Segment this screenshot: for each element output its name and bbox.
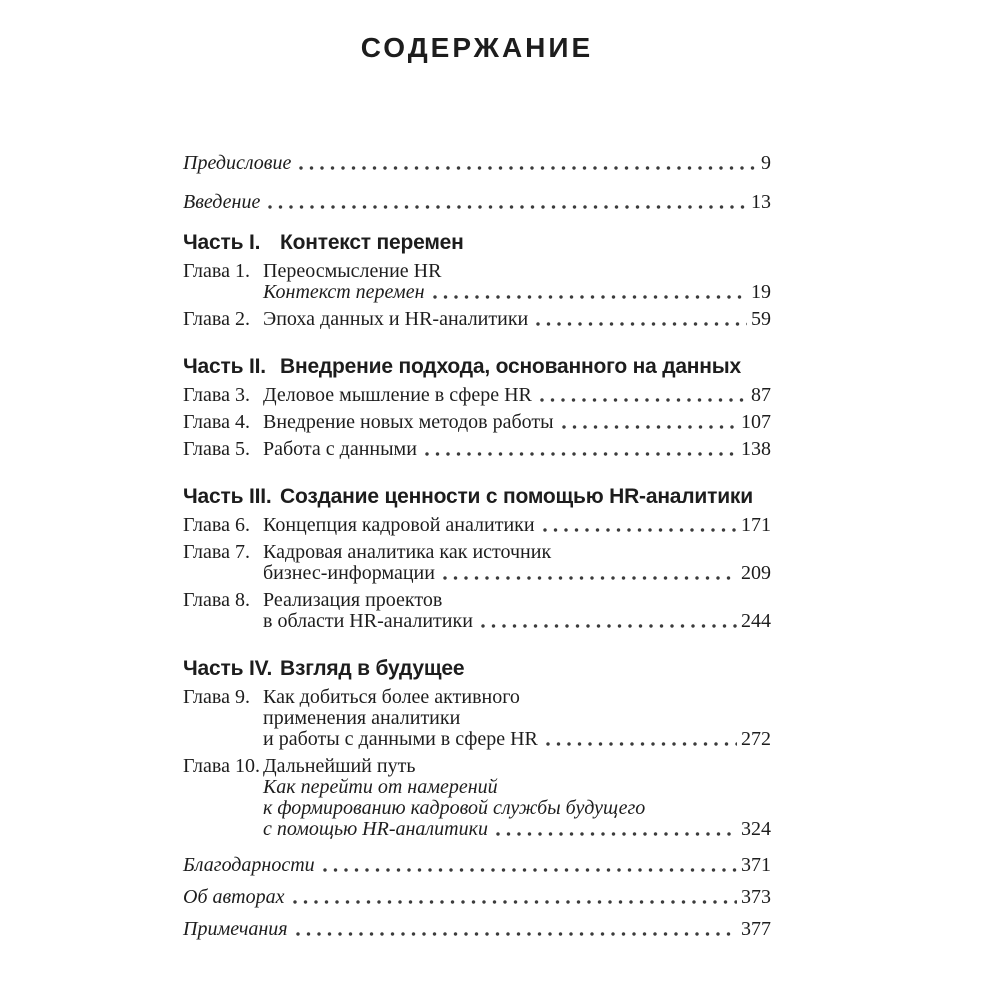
dot-leader (323, 868, 737, 872)
chapter-body (263, 412, 771, 433)
back-matter-label: Благодарности (183, 854, 315, 876)
line-text: Концепция кадровой аналитики (263, 514, 535, 536)
chapter-body (263, 261, 771, 303)
back-matter-entry (183, 852, 771, 878)
part-section (183, 230, 771, 330)
page-title: СОДЕРЖАНИЕ (360, 32, 594, 63)
page-number: 377 (741, 918, 771, 940)
chapter-body (263, 515, 771, 536)
chapter-entry (183, 309, 771, 330)
chapter-label: Глава 1. (183, 260, 250, 282)
back-matter-entry (183, 916, 771, 942)
dot-leader (268, 205, 747, 209)
chapter-label: Глава 2. (183, 308, 250, 330)
part-heading (183, 656, 771, 681)
part-title: Взгляд в будущее (280, 657, 465, 680)
line-text: и работы с данными в сфере HR (263, 728, 538, 750)
page-number: 371 (741, 854, 771, 876)
front-matter-list (183, 150, 771, 228)
dot-leader (543, 528, 737, 532)
chapter-entry (183, 412, 771, 433)
chapter-title-line: Переосмысление HR (263, 260, 442, 282)
front-matter-label: Предисловие (183, 152, 292, 174)
page-number: 171 (741, 514, 771, 536)
dot-leader (425, 452, 737, 456)
dot-leader (536, 322, 747, 326)
chapter-title-line: Как добиться более активного (263, 686, 520, 708)
chapter-label: Глава 8. (183, 589, 250, 611)
chapter-title-line (263, 515, 771, 536)
page-number: 324 (741, 818, 771, 840)
front-matter-label: Введение (183, 191, 261, 213)
part-label: Часть II. (183, 355, 266, 378)
front-matter-entry (183, 150, 771, 176)
table-of-contents (183, 150, 771, 948)
chapter-entry (183, 439, 771, 460)
chapter-subtitle-line: к формированию кадровой службы будущего (263, 797, 646, 819)
dot-leader (562, 425, 737, 429)
page-number: 138 (741, 438, 771, 460)
chapter-body (263, 309, 771, 330)
page-number: 373 (741, 886, 771, 908)
part-label: Часть III. (183, 485, 272, 508)
chapter-title-line (263, 439, 771, 460)
back-matter-label: Об авторах (183, 886, 285, 908)
line-text: бизнес-информации (263, 562, 435, 584)
chapter-title-line: применения аналитики (263, 707, 461, 729)
chapter-title-line (263, 563, 771, 584)
page-number: 107 (741, 411, 771, 433)
dot-leader (481, 624, 737, 628)
chapter-title-line (263, 412, 771, 433)
chapter-label: Глава 10. (183, 755, 260, 777)
chapter-label: Глава 7. (183, 541, 250, 563)
chapter-title-line: Дальнейший путь (263, 755, 416, 777)
page-number: 9 (761, 152, 771, 174)
part-section (183, 484, 771, 632)
dot-leader (443, 576, 737, 580)
chapter-subtitle-line: Как перейти от намерений (263, 776, 498, 798)
page-number: 87 (751, 384, 771, 406)
dot-leader (540, 398, 747, 402)
line-text: в области HR-аналитики (263, 610, 473, 632)
dot-leader (496, 832, 737, 836)
part-heading (183, 354, 771, 379)
line-text: с помощью HR-аналитики (263, 818, 488, 840)
chapter-entry (183, 515, 771, 536)
chapter-label: Глава 4. (183, 411, 250, 433)
chapter-title-line (263, 309, 771, 330)
part-heading (183, 230, 771, 255)
line-text: Деловое мышление в сфере HR (263, 384, 532, 406)
part-label: Часть IV. (183, 657, 273, 680)
part-label: Часть I. (183, 231, 261, 254)
chapter-entry (183, 590, 771, 632)
dot-leader (293, 900, 737, 904)
part-heading (183, 484, 771, 509)
chapter-label: Глава 3. (183, 384, 250, 406)
chapter-title-line: Кадровая аналитика как источник (263, 541, 552, 563)
page-number: 244 (741, 610, 771, 632)
line-text: Работа с данными (263, 438, 417, 460)
chapter-entry (183, 385, 771, 406)
part-section (183, 354, 771, 460)
back-matter-entry (183, 884, 771, 910)
chapter-body (263, 590, 771, 632)
chapter-title-line (263, 385, 771, 406)
line-text: Эпоха данных и HR-аналитики (263, 308, 529, 330)
line-text: Контекст перемен (263, 281, 425, 303)
chapter-label: Глава 6. (183, 514, 250, 536)
chapter-body (263, 542, 771, 584)
dot-leader (433, 295, 748, 299)
chapter-label: Глава 9. (183, 686, 250, 708)
chapter-entry (183, 542, 771, 584)
back-matter-list (183, 852, 771, 948)
part-section (183, 656, 771, 840)
chapter-body (263, 687, 771, 750)
dot-leader (299, 166, 757, 170)
line-text: Внедрение новых методов работы (263, 411, 554, 433)
page-number: 59 (751, 308, 771, 330)
page-number: 19 (751, 281, 771, 303)
page-number: 13 (751, 191, 771, 213)
chapter-title-line (263, 611, 771, 632)
page-number: 209 (741, 562, 771, 584)
chapter-subtitle-line (263, 819, 771, 840)
page-number: 272 (741, 728, 771, 750)
part-title: Контекст перемен (280, 231, 464, 254)
front-matter-entry (183, 189, 771, 215)
chapter-body (263, 385, 771, 406)
chapter-entry (183, 756, 771, 840)
chapter-title-line: Реализация проектов (263, 589, 443, 611)
dot-leader (546, 742, 737, 746)
chapter-label: Глава 5. (183, 438, 250, 460)
chapter-title-line (263, 729, 771, 750)
chapter-entry (183, 261, 771, 303)
part-title: Создание ценности с помощью HR-аналитики (280, 485, 753, 508)
chapter-entry (183, 687, 771, 750)
chapter-body (263, 439, 771, 460)
part-title: Внедрение подхода, основанного на данных (280, 355, 741, 378)
dot-leader (296, 932, 737, 936)
chapter-subtitle-line (263, 282, 771, 303)
chapter-body (263, 756, 771, 840)
back-matter-label: Примечания (183, 918, 288, 940)
